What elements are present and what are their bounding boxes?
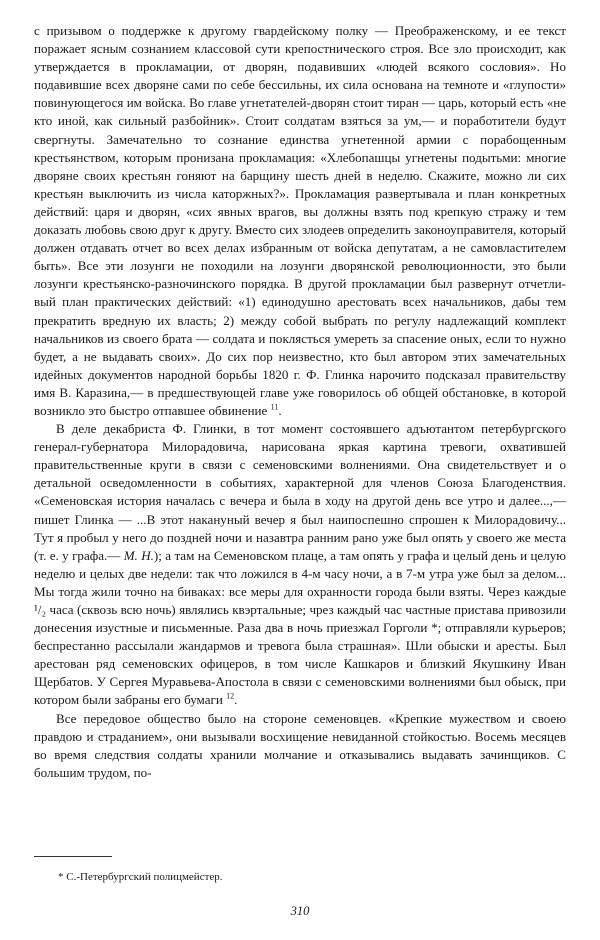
footnote: * С.-Петербургский полицмейстер. xyxy=(58,871,223,883)
paragraph-2-text-a: В деле декабриста Ф. Глинки, в тот момент состоявшего адъютантом петербургского генерал-губернатора Милорадовича, нарисована яркая картина тревоги, охватившей правительственные круги в связи с семеновскими волнениями. Она свидетельствует и о детальной осведомленности в событиях, характерной для членов Союза Благоденствия. «Семеновская история началась с вечера и была в ходу на другой день все утро и далее...,— пишет Глинка — ...В этот накануный вечер я был наипоспешно спрошен к Милорадовичу... Тут я пробыл у него до поздней ночи и назавтра ранним рано уже был опять у своего же места (т. е. у графа.— xyxy=(34,421,566,563)
footnote-divider xyxy=(34,856,112,857)
paragraph-2-text-b: ); а там на Семеновском плаце, а там опять у графа и целый день и целую неделю и целых две недели: так что ложился в 4-м часу ночи, а в 7-м утра уже был за делом... Мы тогда жили точно на биваках: все меры для охранности города были взяты. Через каждые xyxy=(34,547,567,599)
paragraph-1 xyxy=(34,22,566,420)
paragraph-3-text: Все передовое общество было на стороне семеновцев. «Крепкие мужеством и своею правдою и страданием», они вызывали восхищение невиданной стойкостью. Восемь месяцев во время следствия солдаты хранили молчание и отказывались выдавать зачинщиков. С большим трудом, по- xyxy=(34,710,566,780)
editor-initials: М. Н. xyxy=(123,547,154,563)
fraction-half: ¹/₂ xyxy=(34,602,47,617)
page-body xyxy=(34,22,566,782)
page-number: 310 xyxy=(290,904,310,918)
paragraph-2 xyxy=(34,420,566,710)
paragraph-2-text-c: часа (сквозь всю ночь) являлись квэртальные; чрез каждый час частные пристава привозили донесения изустные и письменные. Раза два в ночь приезжал Горголи *; отправляли курьеров; беспрестанно рассылали жандармов и тревога была страшная». Шли обыски и аресты. Был арестован ряд семеновских офицеров, в том числе Кашкаров и близкий Якушкину Иван Щербатов. У Сергея Муравьева-Апостола в связи с семеновскими волнениями был обыск, при котором были забраны его бумаги xyxy=(34,602,566,708)
paragraph-1-end: . xyxy=(278,402,282,418)
reference-mark-11: 11 xyxy=(270,402,279,412)
reference-mark-12: 12 xyxy=(226,692,235,702)
paragraph-1-text: с призывом о поддержке к другому гвардейскому полку — Преображенскому, и ее текст поражает ясным сознанием классовой сути крепостнического строя. Все зло происходит, как утверждается в прокламации, от дворян, подавивших «людей всякого сословия». Но подавившие всех дворяне сами по себе бессильны, их сила основана на темноте и «глупости» повинующегося им войска. Во главе угнетателей-дворян стоит тиран — царь, который есть «не кто иной, как сильный разбойник». Стоит солдатам взяться за ум,— и поработители будут свергнуты. Замечательно то сознание единства угнетенной армии с порабощенным крестьянством, которым пронизана прокламация: «Хлебопашцы угнетены подытьми: многие дворяне своих крестьян гоняют на барщину шесть дней в неделю. Скажите, можно ли сих крестьян выключить из числа каторжных?». Прокламация развертывала и план конкретных действий: царя и дворян, «сих явных врагов, вы должны взять под крепкую стражу и тем доказать любовь свою друг к другу. Вместо сих злодеев определить законоуправителя, который должен отдавать отчет во всех делах избранным от войска депутатам, а не самовластителем быть». Все эти лозунги не походили на лозунги дворянской революционности, это были лозунги крестьянско-разночинского порядка. В другой прокламации был развернут отчетливый план практических действий: «1) единодушно арестовать всех начальников, дабы тем прекратить вредную их власть; 2) между собой выбрать по регулу надлежащий комплект начальников из своего брата — солдата и поклясться умереть за спасение оных, если то нужно будет, а не выдавать своих». До сих пор неизвестно, кто был автором этих замечательных идейных документов народной борьбы 1820 г. Ф. Глинка нарочито подсказал правительству имя В. Каразина,— в предшествующей главе уже говорилось об общей обстановке, в которой возникло это быстро отпавшее обвинение xyxy=(34,23,566,418)
paragraph-3 xyxy=(34,710,566,782)
paragraph-2-end: . xyxy=(234,692,238,708)
